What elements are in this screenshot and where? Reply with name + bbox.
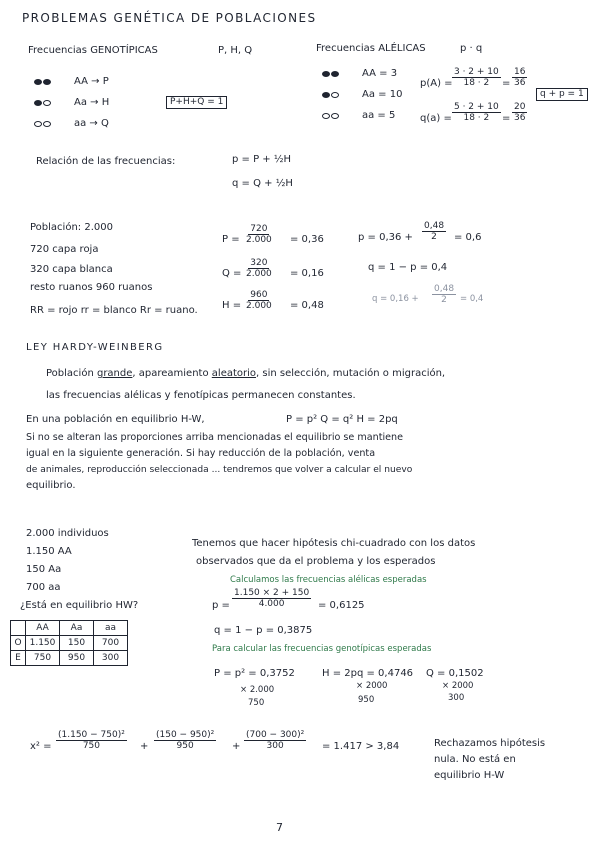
Q-expected-value: 300: [448, 693, 465, 703]
q-expected: q = 1 − p = 0,3875: [214, 625, 313, 636]
alelica-row-1: AA = 3: [362, 68, 398, 79]
genotipicas-heading: Frecuencias GENOTÍPICAS: [28, 45, 158, 56]
chi-conclusion-1: Rechazamos hipótesis: [434, 738, 546, 749]
Q-expected: Q = 0,1502: [426, 668, 484, 679]
Q-label: Q =: [222, 268, 242, 279]
relacion-formula-q: q = Q + ½H: [232, 178, 293, 189]
table-cell: 300: [94, 651, 128, 666]
poblacion-line-4: resto ruanos 960 ruanos: [30, 282, 153, 293]
p-calc-result: = 0,6: [454, 232, 482, 243]
genotipica-row-2: Aa → H: [74, 97, 110, 108]
alelicas-sum-box: q + p = 1: [536, 88, 588, 101]
P-expected-value: 750: [248, 698, 265, 708]
table-cell: E: [11, 651, 26, 666]
q-allele-label: q(a) =: [420, 113, 452, 124]
p-allele-equals: =: [502, 78, 511, 89]
q-calc-2-result: = 0,4: [460, 294, 484, 304]
chi-plus-2: +: [232, 741, 241, 752]
problema-line-1: 2.000 individuos: [26, 528, 109, 539]
H-expected-value: 950: [358, 695, 375, 705]
q-allele-fraction: $\frac{5 \cdot 2 + 10}{18 \cdot 2}$: [454, 102, 499, 123]
H-expected-mult: × 2000: [356, 681, 388, 691]
chi-conclusion-3: equilibrio H-W: [434, 770, 505, 781]
problema-line-3: 150 Aa: [26, 564, 62, 575]
problema-text-3: Calculamos las frecuencias alélicas esperadas: [230, 575, 427, 585]
problema-text-1: Tenemos que hacer hipótesis chi-cuadrado con los datos: [192, 538, 476, 549]
p-allele-result: $\frac{16}{36}$: [514, 67, 526, 88]
alelicas-letters: p · q: [460, 43, 483, 54]
H-label: H =: [222, 300, 242, 311]
P-result: = 0,36: [290, 234, 324, 245]
ley-line-5: igual en la siguiente generación. Si hay reducción de la población, venta: [26, 448, 376, 459]
page-title: PROBLEMAS GENÉTICA DE POBLACIONES: [22, 11, 317, 25]
genotype-aa-recessive-icon: [34, 121, 51, 127]
chi-term-2: $\frac{\text{(150 − 950)²}}{950}$: [156, 730, 215, 751]
chi-result: = 1.417 > 3,84: [322, 741, 400, 752]
genotype-heterozygous-icon: [34, 100, 51, 106]
relacion-formula-p: p = P + ½H: [232, 154, 292, 165]
chi-label: x² =: [30, 741, 52, 752]
H-result: = 0,48: [290, 300, 324, 311]
genotipica-row-1: AA → P: [74, 76, 109, 87]
chi-term-1: $\frac{\text{(1.150 − 750)²}}{750}$: [58, 730, 125, 751]
ley-line-6: de animales, reproducción seleccionada ... tendremos que volver a calcular el nuevo: [26, 465, 413, 475]
table-cell: 700: [94, 636, 128, 651]
H-fraction: $\frac{960}{2.000}$: [246, 290, 272, 311]
table-header-cell: [11, 621, 26, 636]
alelica-row-3: aa = 5: [362, 110, 396, 121]
observed-expected-table: [10, 620, 128, 666]
allele-aa-dominant-icon: [322, 71, 339, 77]
p-expected-fraction: $\frac{1.150 \times 2 + 150}{4.000}$: [234, 588, 310, 609]
H-expected: H = 2pq = 0,4746: [322, 668, 414, 679]
alelica-row-2: Aa = 10: [362, 89, 403, 100]
ley-line-3b: P = p² Q = q² H = 2pq: [286, 414, 398, 425]
table-cell: 1.150: [26, 636, 60, 651]
q-calc-1: q = 1 − p = 0,4: [368, 262, 448, 273]
alelicas-heading: Frecuencias ALÉLICAS: [316, 43, 426, 54]
genotype-aa-dominant-icon: [34, 79, 51, 85]
p-calc-label: p = 0,36 +: [358, 232, 413, 243]
P-expected: P = p² = 0,3752: [214, 668, 295, 679]
table-cell: 150: [60, 636, 94, 651]
allele-aa-recessive-icon: [322, 113, 339, 119]
ley-line-4: Si no se alteran las proporciones arriba mencionadas el equilibrio se mantiene: [26, 432, 404, 443]
genotipicas-sum-box: P+H+Q = 1: [166, 96, 227, 109]
Q-fraction: $\frac{320}{2.000}$: [246, 258, 272, 279]
q-calc-2-label: q = 0,16 +: [372, 294, 419, 304]
ley-line-7: equilibrio.: [26, 480, 76, 491]
table-header-row: [11, 621, 128, 636]
table-header-cell: aa: [94, 621, 128, 636]
chi-conclusion-2: nula. No está en: [434, 754, 516, 765]
table-header-cell: Aa: [60, 621, 94, 636]
problema-text-2: observados que da el problema y los esperados: [196, 556, 436, 567]
genotipicas-letters: P, H, Q: [218, 45, 253, 56]
table-row: [11, 636, 128, 651]
P-label: P =: [222, 234, 240, 245]
poblacion-legend: RR = rojo rr = blanco Rr = ruano.: [30, 305, 198, 316]
p-expected-result: = 0,6125: [318, 600, 365, 611]
poblacion-line-1: Población: 2.000: [30, 222, 113, 233]
table-cell: 950: [60, 651, 94, 666]
problema-question: ¿Está en equilibrio HW?: [20, 600, 139, 611]
poblacion-line-2: 720 capa roja: [30, 244, 99, 255]
P-expected-mult: × 2.000: [240, 685, 275, 695]
Q-expected-mult: × 2000: [442, 681, 474, 691]
problema-line-4: 700 aa: [26, 582, 61, 593]
q-calc-2-fraction: $\frac{0,48}{2}$: [434, 284, 455, 305]
P-fraction: $\frac{720}{2.000}$: [246, 224, 272, 245]
problema-text-4: Para calcular las frecuencias genotípicas esperadas: [212, 644, 432, 654]
p-calc-fraction: $\frac{0,48}{2}$: [424, 221, 445, 242]
poblacion-line-3: 320 capa blanca: [30, 264, 113, 275]
ley-line-1: Población grande, apareamiento aleatorio, sin selección, mutación o migración,: [46, 368, 446, 379]
ley-line-3a: En una población en equilibrio H-W,: [26, 414, 205, 425]
table-cell: 750: [26, 651, 60, 666]
problema-line-2: 1.150 AA: [26, 546, 72, 557]
chi-term-3: $\frac{\text{(700 − 300)²}}{300}$: [246, 730, 305, 751]
q-allele-equals: =: [502, 113, 511, 124]
table-cell: O: [11, 636, 26, 651]
ley-line-2: las frecuencias alélicas y fenotípicas permanecen constantes.: [46, 390, 356, 401]
chi-plus-1: +: [140, 741, 149, 752]
p-allele-label: p(A) =: [420, 78, 453, 89]
p-expected-label: p =: [212, 600, 230, 611]
table-row: [11, 651, 128, 666]
allele-heterozygous-icon: [322, 92, 339, 98]
genotipica-row-3: aa → Q: [74, 118, 109, 129]
table-header-cell: AA: [26, 621, 60, 636]
ley-heading: LEY HARDY-WEINBERG: [26, 342, 164, 353]
Q-result: = 0,16: [290, 268, 324, 279]
page-number: 7: [276, 821, 283, 834]
p-allele-fraction: $\frac{3 \cdot 2 + 10}{18 \cdot 2}$: [454, 67, 499, 88]
relacion-label: Relación de las frecuencias:: [36, 156, 176, 167]
q-allele-result: $\frac{20}{36}$: [514, 102, 526, 123]
